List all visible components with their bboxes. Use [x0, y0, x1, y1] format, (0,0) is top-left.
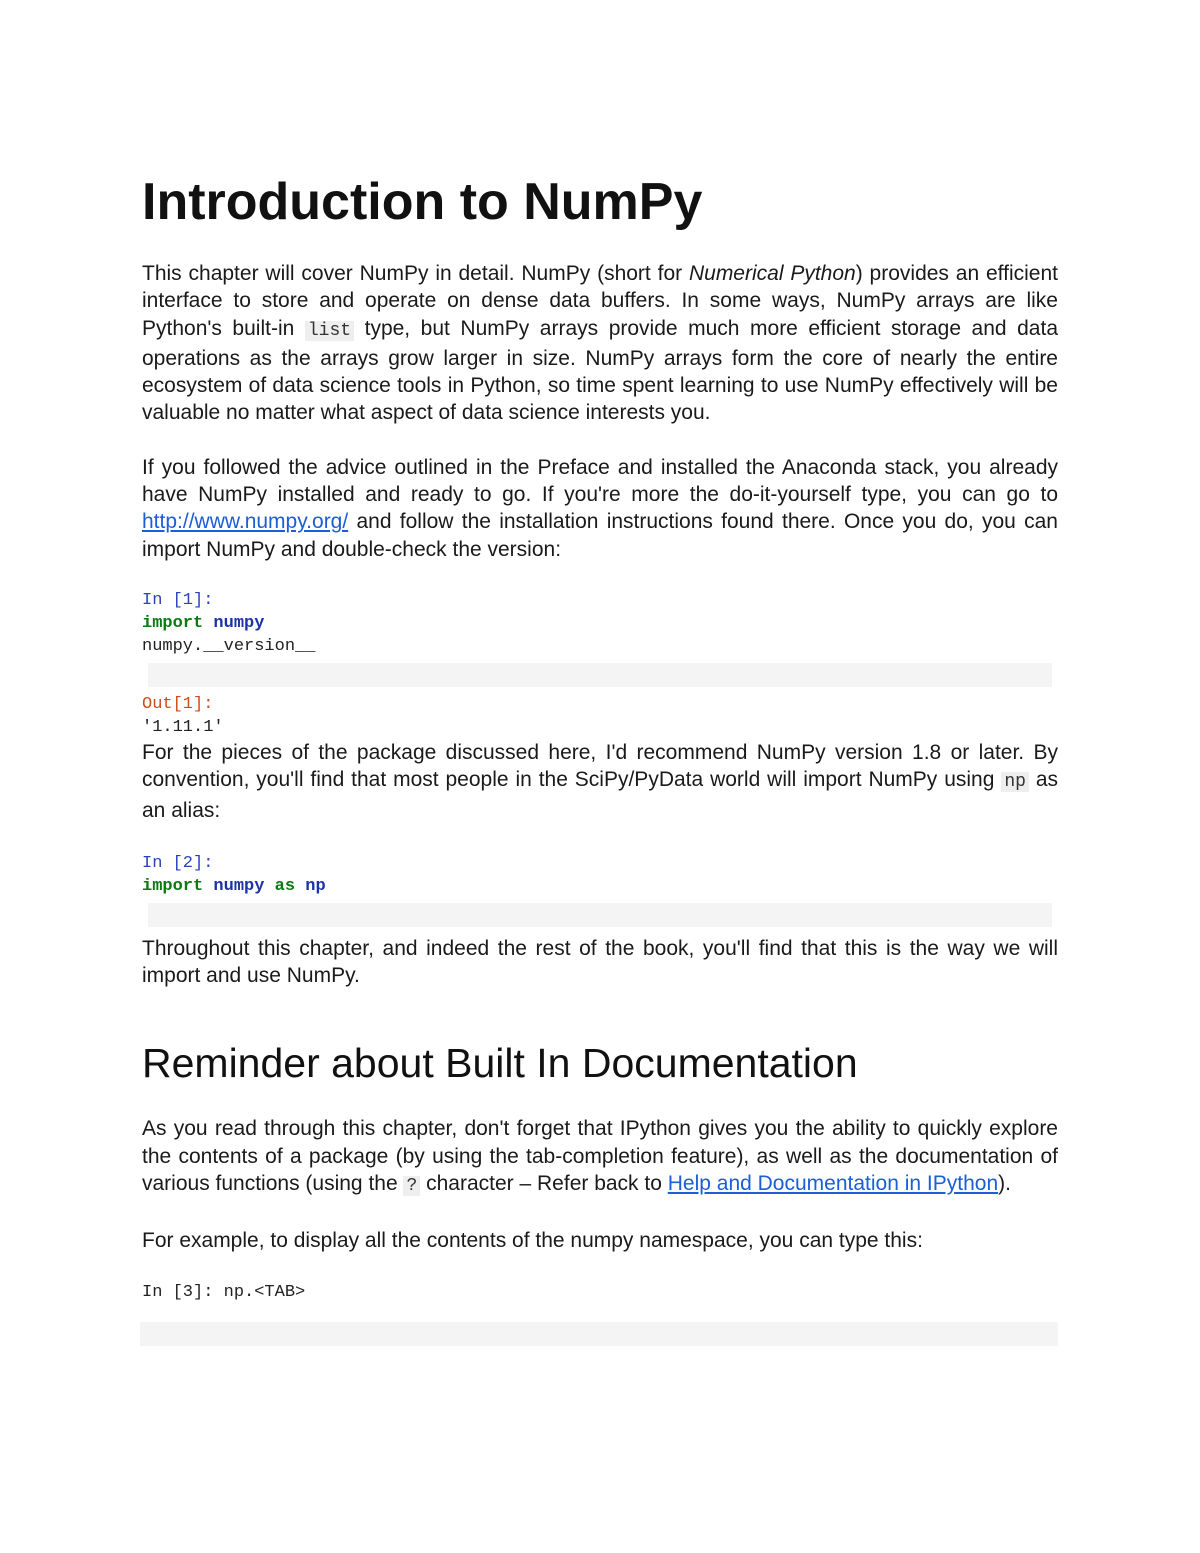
code-line: In [3]: np.<TAB> [142, 1282, 306, 1302]
code-alias-name: np [305, 876, 326, 896]
inline-code-question: ? [403, 1176, 420, 1196]
output-value: '1.11.1' [142, 717, 224, 737]
page-title: Introduction to NumPy [142, 173, 703, 231]
code-keyword: import [142, 876, 204, 896]
code-cell-background [148, 903, 1052, 927]
code-cell-2 [142, 852, 1058, 927]
code-line: numpy.__version__ [142, 636, 316, 656]
input-prompt: In [2]: [142, 853, 214, 873]
input-prompt: In [1]: [142, 590, 214, 610]
usage-paragraph: Throughout this chapter, and indeed the rest of the book, you'll find that this is the way we will import and use NumPy. [142, 936, 1058, 988]
code-module-name: numpy [213, 613, 265, 633]
install-paragraph: If you followed the advice outlined in the Preface and installed the Anaconda stack, you already have NumPy installed and ready to go. If you're more the do-it-yourself type, you can go to http://www.numpy.org/ and follow the installation instructions found there. Once you do, you can import NumPy and double-check the version: [142, 455, 1058, 561]
numpy-org-link[interactable]: http://www.numpy.org/ [142, 510, 349, 534]
code-keyword: as [274, 876, 296, 896]
convention-paragraph: For the pieces of the package discussed here, I'd recommend NumPy version 1.8 or later. By convention, you'll find that most people in the SciPy/PyData world will import NumPy using np as an alias: [142, 740, 1059, 822]
code-cell-background [148, 663, 1052, 687]
output-prompt: Out[1]: [142, 694, 214, 714]
inline-code-np: np [1001, 772, 1029, 792]
document-page [142, 170, 1058, 1346]
example-paragraph: For example, to display all the contents of the numpy namespace, you can type this: [142, 1229, 923, 1253]
code-keyword: import [142, 613, 204, 633]
section-heading: Reminder about Built In Documentation [142, 1040, 858, 1087]
code-cell-background [140, 1322, 1058, 1346]
documentation-paragraph: As you read through this chapter, don't forget that IPython gives you the ability to quickly explore the contents of a package (by using the tab-completion feature), as well as the documentation of various functions (using the ? character – Refer back to Help and Documentation in IPython). [142, 1117, 1058, 1197]
code-cell-3 [142, 1281, 1058, 1346]
inline-code-list: list [305, 321, 354, 341]
help-documentation-link[interactable]: Help and Documentation in IPython [667, 1172, 999, 1196]
intro-paragraph: This chapter will cover NumPy in detail. NumPy (short for Numerical Python) provides an efficient interface to store and operate on dense data buffers. In some ways, NumPy arrays are like Python's built-in list type, but NumPy arrays provide much more efficient storage and data operations as the arrays grow larger in size. NumPy arrays form the core of nearly the entire ecosystem of data science tools in Python, so time spent learning to use NumPy effectively will be valuable no matter what aspect of data science interests you. [142, 262, 1058, 425]
italic-term: Numerical Python [688, 262, 856, 285]
code-cell-1 [142, 589, 1058, 739]
code-module-name: numpy [213, 876, 265, 896]
